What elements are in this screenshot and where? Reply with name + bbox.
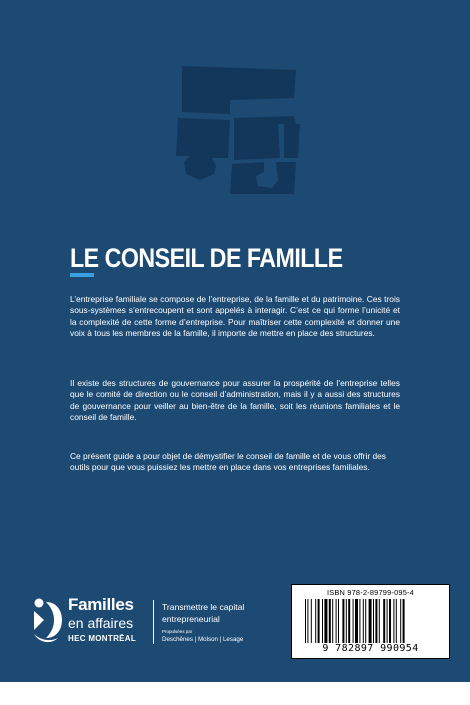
sponsor-label: Propulsées par <box>162 629 193 634</box>
barcode-box <box>291 584 450 659</box>
page-title: LE CONSEIL DE FAMILLE <box>70 243 343 273</box>
brand-name: Familles <box>68 595 134 614</box>
paragraph-1: L’entreprise familiale se compose de l’entreprise, de la famille et du patrimoine. Ces trois sous-systèmes s’entrecoupent et sont appelés à interagir. C’est ce qui forme l’unicité et la complexité de cette forme d’entreprise. Pour maîtriser cette complexité et donner une voix à tous les membres de la famille, il importe de mettre en place des structures. <box>70 294 400 338</box>
familles-en-affaires-logo-icon <box>30 596 64 644</box>
brand-tagline: Transmettre le capital entrepreneurial <box>162 602 245 624</box>
title-underline <box>70 273 94 277</box>
isbn-label: ISBN 978-2-89799-095-4 <box>327 588 414 597</box>
puzzle-piece-icon <box>160 62 310 197</box>
brand-subtitle: en affaires <box>68 615 134 631</box>
barcode-digits: 9 782897 990954 <box>322 643 419 654</box>
brand-divider <box>153 600 154 644</box>
barcode-icon <box>304 599 442 643</box>
sponsor-names: Deschênes | Molson | Lesage <box>162 636 244 643</box>
paragraph-2: Il existe des structures de gouvernance pour assurer la prospérité de l’entreprise telles que le comité de direction ou le conseil d’administration, mais il y a aussi des structures de gouvernance pour veiller au bien-être de la famille, soit les réunions familiales et le conseil de famille. <box>70 378 400 422</box>
paragraph-3: Ce présent guide a pour objet de démystifier le conseil de famille et de vous offrir des outils pour que vous puissiez les mettre en place dans vos entreprises familiales. <box>70 451 386 473</box>
school-name: HEC MONTRĒAL <box>68 634 137 643</box>
